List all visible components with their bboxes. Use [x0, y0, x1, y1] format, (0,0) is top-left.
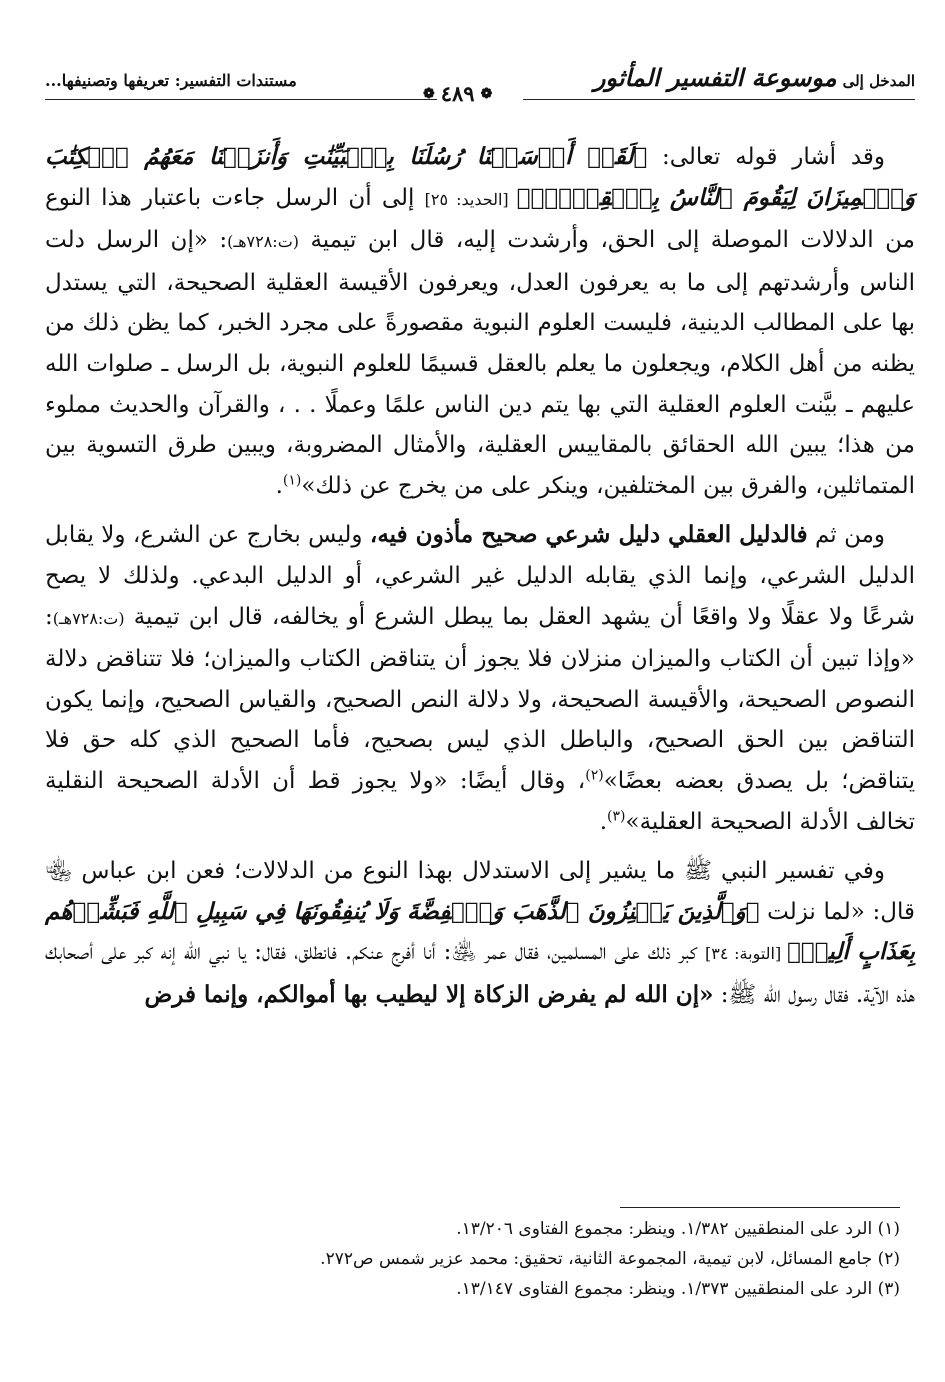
ornament-icon: ❁ — [423, 85, 435, 102]
page — [45, 55, 915, 1015]
citation: [التوبة: ٣٤] — [704, 944, 787, 964]
footnote: (٣) الرد على المنطقيين ١/٣٧٣. وينظر: مجموع الفتاوى ١٣/١٤٧. — [456, 1279, 900, 1299]
text-run: . — [599, 808, 608, 835]
paragraph — [45, 515, 915, 842]
book-title: موسوعة التفسير المأثور — [593, 63, 837, 92]
text-run: ، وقال أيضًا: «ولا يجوز قط أن الأدلة الصحيحة النقلية تخالف الأدلة الصحيحة العقلية» — [45, 767, 915, 835]
paragraph — [45, 137, 915, 506]
text-run: ومن ثم — [807, 522, 886, 549]
emphasis-text: فالدليل العقلي دليل شرعي صحيح مأذون فيه، — [369, 521, 808, 549]
paragraph — [45, 851, 915, 1015]
book-title-block — [594, 63, 915, 92]
citation: [الحديد: ٢٥] — [424, 189, 517, 209]
quran-verse: ﴿وَٱلَّذِينَ يَكۡنِزُونَ ٱلذَّهَبَ وَٱلۡفِضَّةَ وَلَا يُنفِقُونَهَا فِي سَبِيلِ ٱللَّهِ فَبَشِّرۡهُم بِعَذَابٍ أَلِيمٖ﴾ — [45, 897, 916, 966]
footnote-ref: (٢) — [585, 767, 604, 784]
running-header — [45, 55, 915, 106]
text-run: وفي تفسير النبي ﷺ ما يشير إلى الاستدلال بهذا النوع من الدلالات؛ فعن ابن عباس ﵄ قال: «لما نزلت — [45, 858, 915, 925]
text-run: وليس بخارج عن الشرع، ولا يقابل الدليل الشرعي، وإنما الذي يقابله الدليل غير الشرعي، أو الدليل البدعي. ولذلك لا يصح شرعًا ولا عقلًا ولا واقعًا أن يشهد العقل بما يبطل الشرع أو يخالفه، قال ابن تيمية — [45, 522, 915, 630]
quran-verse: ﴿لَقَدۡ أَرۡسَلۡنَا رُسُلَنَا بِٱلۡبَيِّنَٰتِ وَأَنزَلۡنَا مَعَهُمُ ٱلۡكِتَٰبَ وَٱلۡمِيزَانَ لِيَقُومَ ٱلنَّاسُ بِٱلۡقِسۡطِۖ﴾ — [45, 143, 915, 211]
text-run: إلى أن الرسل جاءت باعتبار هذا النوع من الدلالات الموصلة إلى الحق، وأرشدت إليه، قال ابن تيمية — [45, 184, 915, 254]
ornament-icon: ❁ — [480, 85, 493, 102]
text-run: كبر ذلك على المسلمين، فقال عمر ﵁: أنا أفرج عنكم. فانطلق، فقال: يا نبي الله إنه كبر على أصحابك هذه الآية. فقال رسول الله ﷺ: — [45, 939, 915, 1008]
footnote: (٢) جامع المسائل، لابن تيمية، المجموعة الثانية، تحقيق: محمد عزير شمس ص٢٧٢. — [320, 1249, 900, 1269]
citation: (ت:٧٢٨هـ) — [52, 608, 125, 628]
emphasis-text: «إن الله لم يفرض الزكاة إلا ليطيب بها أموالكم، وإنما فرض — [144, 980, 714, 1008]
text-run: وقد أشار قوله تعالى: — [647, 144, 886, 170]
citation: (ت:٧٢٨هـ) — [227, 232, 299, 252]
text-run: . — [275, 472, 283, 499]
footnote-ref: (١) — [282, 472, 302, 489]
chapter-title: مستندات التفسير: تعريفها وتصنيفها... — [45, 71, 297, 90]
footnote: (١) الرد على المنطقيين ١/٣٨٢. وينظر: مجموع الفتاوى ١٣/٢٠٦. — [456, 1219, 900, 1239]
footnote-ref: (٣) — [607, 807, 626, 824]
footnote-separator — [620, 1207, 900, 1208]
header-intro: المدخل إلى — [842, 72, 915, 90]
header-rule — [523, 99, 915, 100]
body-text — [45, 137, 915, 1015]
footnotes — [45, 1214, 900, 1304]
text-run: : «إن الرسل دلت الناس وأرشدتهم إلى ما به يعرفون العدل، ويعرفون الأقيسة العقلية الصحيحة، التي يستدل بها على المطالب الدينية، فليست العلوم النبوية مقصورةً على مجرد الخبر، كما يظن ذلك من يظنه من أهل الكلام، ويجعلون ما يعلم بالعقل قسيمًا للعلوم النبوية، بل الرسل ـ صلوات الله عليهم ـ بيَّنت العلوم العقلية التي بها يتم دين الناس علمًا وعملًا . . ، والقرآن والحديث مملوء من هذا؛ يبين الله الحقائق بالمقاييس العقلية، والأمثال المضروبة، ويبين طرق التسوية بين المتماثلين، والفرق بين المختلفين، وينكر على من يخرج عن ذلك» — [45, 227, 916, 499]
header-rule — [45, 99, 437, 100]
page-number: ٤٨٩ — [440, 81, 475, 106]
page-number-block — [423, 81, 492, 106]
text-run: : «وإذا تبين أن الكتاب والميزان منزلان فلا يجوز أن يتناقض الكتاب والميزان؛ فلا تتناقض دلالة النصوص الصحيحة، والأقيسة الصحيحة، ولا دلالة النص الصحيح، والقياس الصحيح، وإنما يكون التناقض بين الحق الصحيح، والباطل الذي ليس بصحيح، فأما الصحيح الذي كله حق فلا يتناقض؛ بل يصدق بعضه بعضًا» — [45, 603, 916, 794]
